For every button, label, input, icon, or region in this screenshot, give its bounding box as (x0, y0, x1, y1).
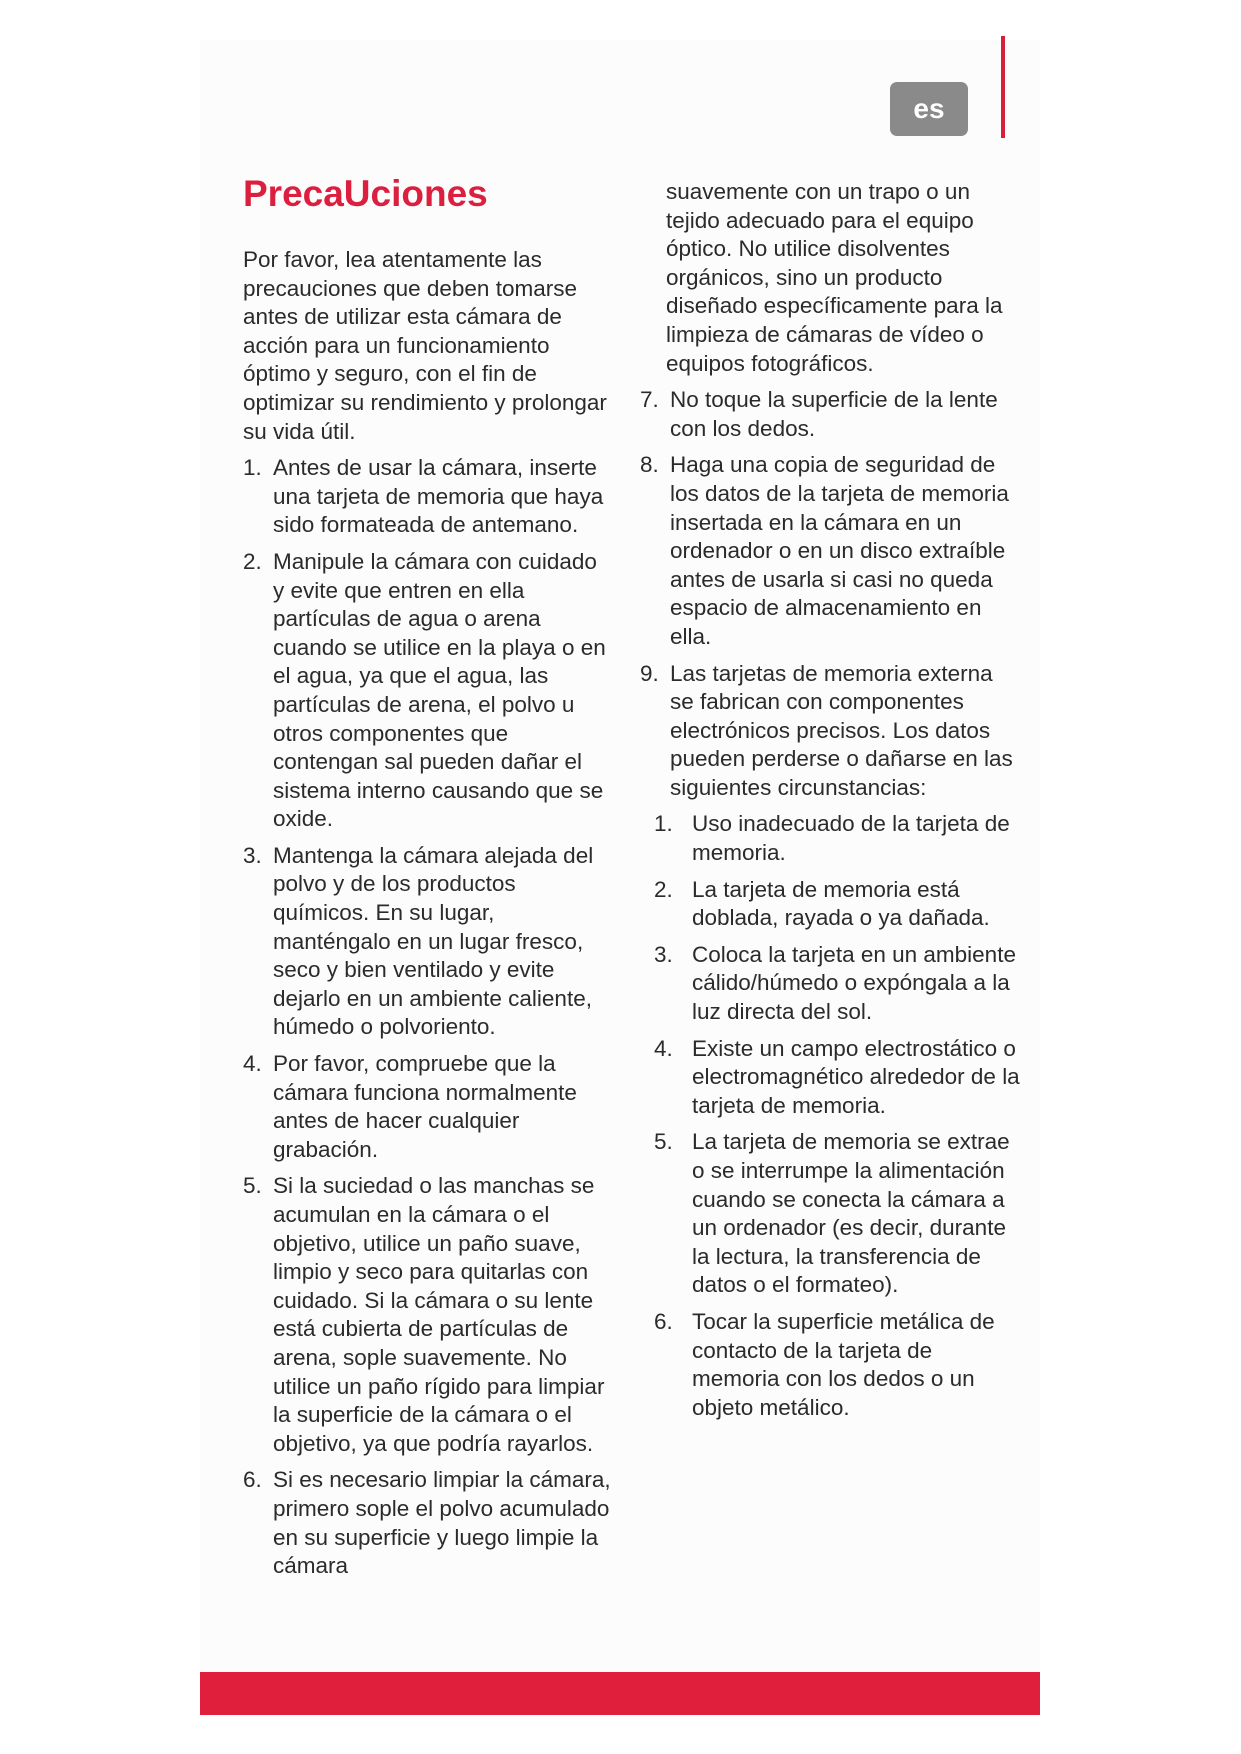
list-text: Mantenga la cámara alejada del polvo y de los productos químicos. En su lugar, manténgalo en un lugar fresco, seco y bien ventilado y evite dejarlo en un ambiente caliente, húmedo o polvoriento. (273, 842, 594, 1040)
list-number: 3. (243, 842, 262, 868)
list-text: Si es necesario limpiar la cámara, primero sople el polvo acumulado en su superficie y luego limpie la cámara (273, 1467, 611, 1579)
left-column (243, 172, 613, 1589)
header-accent-line (1001, 36, 1005, 138)
language-badge: es (890, 82, 968, 136)
list-number: 8. (640, 452, 659, 478)
list-number: 1. (243, 455, 262, 481)
list-text: Las tarjetas de memoria externa se fabrican con componentes electrónicos precisos. Los datos pueden perderse o dañarse en las siguientes circunstancias: (670, 660, 1013, 800)
sub-list-number: 4. (654, 1035, 673, 1061)
sub-list-item (654, 1035, 1020, 1121)
sub-list-number: 5. (654, 1129, 673, 1155)
list-item (640, 660, 1020, 803)
sub-list-text: La tarjeta de memoria se extrae o se interrumpe la alimentación cuando se conecta la cámara a un ordenador (es decir, durante la lectura, la transferencia de datos o el formateo). (692, 1129, 1010, 1298)
list-number: 4. (243, 1051, 262, 1077)
sub-list-text: Uso inadecuado de la tarjeta de memoria. (692, 811, 1010, 866)
sub-list-number: 3. (654, 941, 673, 967)
sub-list-text: Coloca la tarjeta en un ambiente cálido/húmedo o expóngala a la luz directa del sol. (692, 941, 1016, 1025)
list-number: 9. (640, 660, 659, 686)
sub-list-number: 1. (654, 811, 673, 837)
list-text: No toque la superficie de la lente con los dedos. (670, 387, 998, 441)
intro-paragraph: Por favor, lea atentamente las precauciones que deben tomarse antes de utilizar esta cámara de acción para un funcionamiento óptimo y seguro, con el fin de optimizar su rendimiento y prolongar su vida útil. (243, 247, 607, 444)
list-item (243, 1172, 613, 1458)
list-item (243, 1050, 613, 1164)
list-item (640, 451, 1020, 651)
sub-list-text: Existe un campo electrostático o electromagnético alrededor de la tarjeta de memoria. (692, 1035, 1020, 1118)
continuation-text: suavemente con un trapo o un tejido adecuado para el equipo óptico. No utilice disolventes orgánicos, sino un producto diseñado específicamente para la limpieza de cámaras de vídeo o equipos fotográficos. (666, 179, 1003, 376)
sub-list-number: 2. (654, 876, 673, 902)
list-number: 5. (243, 1173, 262, 1199)
list-item (243, 1466, 613, 1580)
footer-bar (200, 1672, 1040, 1715)
list-text: Manipule la cámara con cuidado y evite que entren en ella partículas de agua o arena cuando se utilice en la playa o en el agua, ya que el agua, las partículas de arena, el polvo u otros componentes que contengan sal pueden dañar el sistema interno causando que se oxide. (273, 548, 606, 832)
list-item (243, 842, 613, 1042)
list-item (243, 548, 613, 834)
list-number: 6. (243, 1467, 262, 1493)
sub-list-item (654, 810, 1020, 867)
right-column (640, 178, 1020, 1430)
sub-list-item (654, 1308, 1020, 1422)
sub-list-item (654, 941, 1020, 1027)
sub-list-number: 6. (654, 1308, 673, 1334)
list-number: 7. (640, 387, 659, 413)
sub-list-text: Tocar la superficie metálica de contacto de la tarjeta de memoria con los dedos o un objeto metálico. (692, 1308, 995, 1420)
sub-list-item (654, 1128, 1020, 1300)
list-text: Antes de usar la cámara, inserte una tarjeta de memoria que haya sido formateada de antemano. (273, 455, 604, 538)
list-text: Por favor, compruebe que la cámara funciona normalmente antes de hacer cualquier grabación. (273, 1051, 577, 1162)
list-item (243, 454, 613, 540)
list-number: 2. (243, 548, 262, 574)
list-text: Si la suciedad o las manchas se acumulan en la cámara o el objetivo, utilice un paño suave, limpio y seco para quitarlas con cuidado. Si la cámara o su lente está cubierta de partículas de arena, sople suavemente. No utilice un paño rígido para limpiar la superficie de la cámara o el objetivo, ya que podría rayarlos. (273, 1173, 605, 1456)
page-title: PrecaUciones (243, 173, 488, 214)
sub-list-text: La tarjeta de memoria está doblada, rayada o ya dañada. (692, 876, 990, 931)
list-text: Haga una copia de seguridad de los datos de la tarjeta de memoria insertada en la cámara en un ordenador o en un disco extraíble antes de usarla si casi no queda espacio de almacenamiento en ella. (670, 452, 1009, 649)
sub-list-item (654, 876, 1020, 933)
list-item (640, 386, 1020, 443)
